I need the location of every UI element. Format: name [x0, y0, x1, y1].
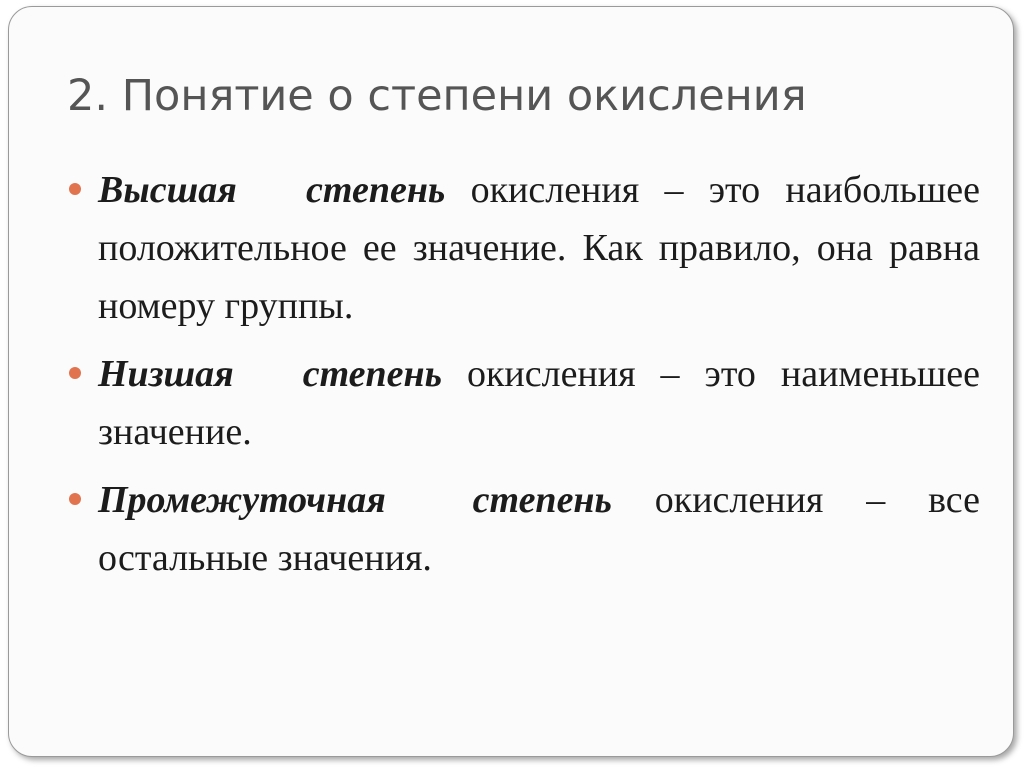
bullet-list [98, 161, 980, 597]
bullet-dot-icon [69, 183, 81, 195]
bullet-term: Высшая степень [98, 169, 446, 211]
bullet-dot-icon [69, 367, 81, 379]
slide [8, 6, 1014, 757]
slide-title: 2. Понятие о степени окисления [67, 71, 807, 121]
bullet-term: Промежуточная степень [98, 479, 612, 521]
bullet-item-highest [98, 161, 980, 335]
bullet-text: окисления – это наименьшее значение. [98, 353, 981, 453]
bullet-text: окисления – это наибольшее положительное ее значение. Как правило, она равна номеру группы. [98, 169, 981, 327]
bullet-dot-icon [69, 493, 81, 505]
bullet-term: Низшая степень [98, 353, 442, 395]
bullet-item-lowest [98, 345, 980, 461]
bullet-item-intermediate [98, 471, 980, 587]
bullet-text: окисления – все остальные значения. [98, 479, 980, 579]
